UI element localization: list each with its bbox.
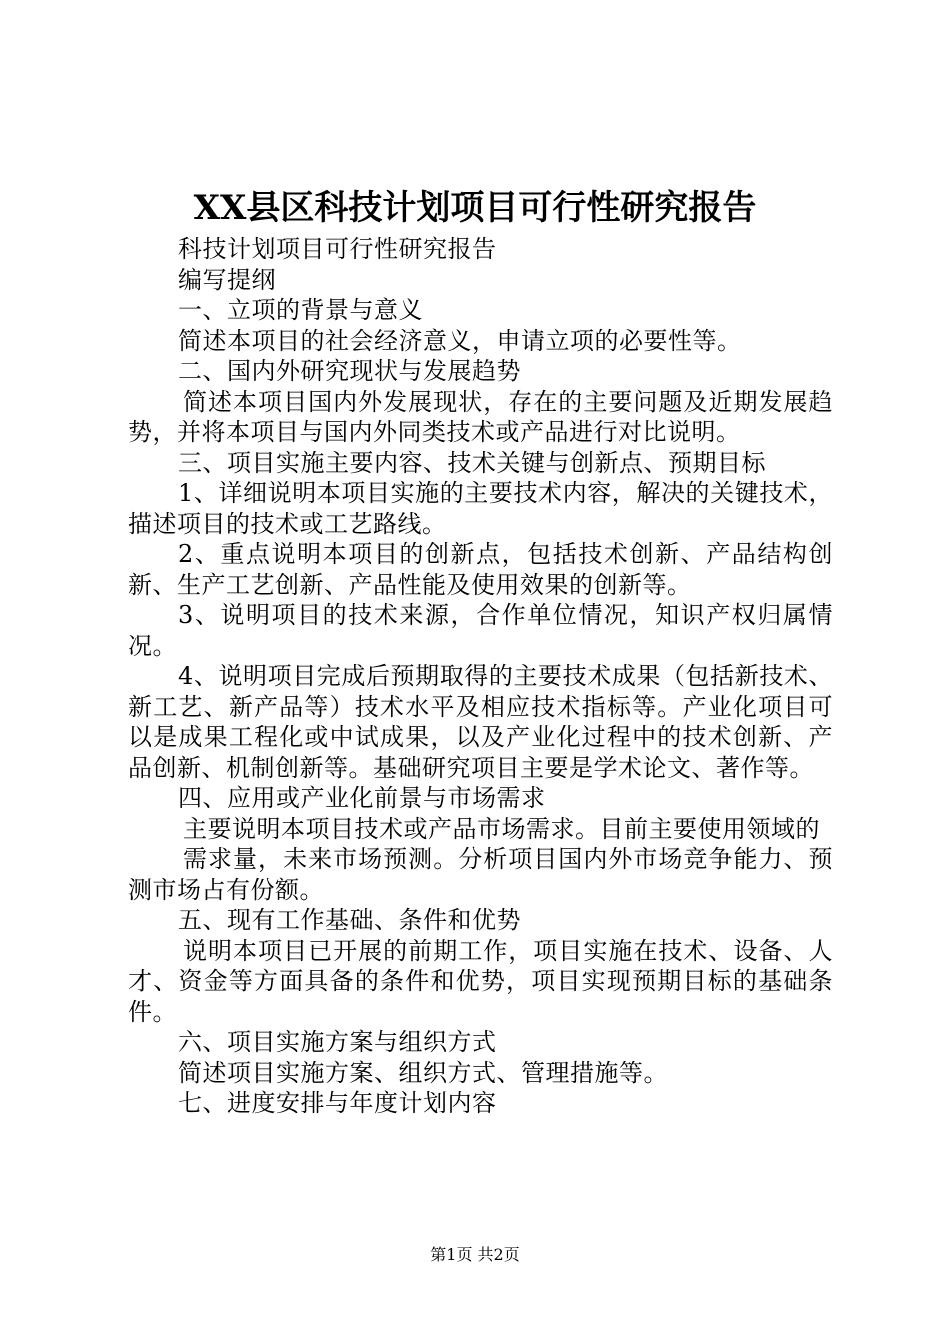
section-heading-6: 六、项目实施方案与组织方式 [178,1028,497,1056]
section-heading-2: 二、国内外研究现状与发展趋势 [178,357,521,385]
paragraph-outline-label: 编写提纲 [178,265,276,294]
paragraph-section-3-item-3: 3、说明项目的技术来源，合作单位情况，知识产权归属情况。 [128,601,833,660]
paragraph-section-3-item-1: 1、详细说明本项目实施的主要技术内容，解决的关键技术，描述项目的技术或工艺路线。 [128,479,833,538]
section-heading-3: 三、项目实施主要内容、技术关键与创新点、预期目标 [178,448,766,477]
paragraph-section-2: 简述本项目国内外发展现状，存在的主要问题及近期发展趋势，并将本项目与国内外同类技术或产品进行对比说明。 [128,387,833,446]
section-heading-7: 七、进度安排与年度计划内容 [178,1089,497,1117]
paragraph-section-1: 简述本项目的社会经济意义，申请立项的必要性等。 [178,326,742,355]
section-heading-5: 五、现有工作基础、条件和优势 [178,906,521,934]
paragraph-section-3-item-2: 2、重点说明本项目的创新点，包括技术创新、产品结构创新、生产工艺创新、产品性能及使用效果的创新等。 [128,540,833,599]
section-heading-4: 四、应用或产业化前景与市场需求 [178,784,546,812]
document-title: XX县区科技计划项目可行性研究报告 [193,188,757,228]
paragraph-section-3-item-4: 4、说明项目完成后预期取得的主要技术成果（包括新技术、新工艺、新产品等）技术水平及相应技术指标等。产业化项目可以是成果工程化或中试成果，以及产业化过程中的技术创新、产品创新、机制创新等。基础研究项目主要是学术论文、著作等。 [128,662,833,782]
paragraph-section-4-part-2: 需求量，未来市场预测。分析项目国内外市场竞争能力、预测市场占有份额。 [128,845,833,904]
paragraph-section-5: 说明本项目已开展的前期工作，项目实施在技术、设备、人才、资金等方面具备的条件和优势，项目实现预期目标的基础条件。 [128,936,833,1026]
page-number-footer: 第1页 共2页 [430,1245,520,1264]
paragraph-section-4-part-1: 主要说明本项目技术或产品市场需求。目前主要使用领域的 [183,814,820,843]
paragraph-report-name: 科技计划项目可行性研究报告 [178,235,497,263]
section-heading-1: 一、立项的背景与意义 [178,296,423,324]
document-body [128,234,833,1119]
paragraph-section-6: 简述项目实施方案、组织方式、管理措施等。 [178,1058,668,1087]
